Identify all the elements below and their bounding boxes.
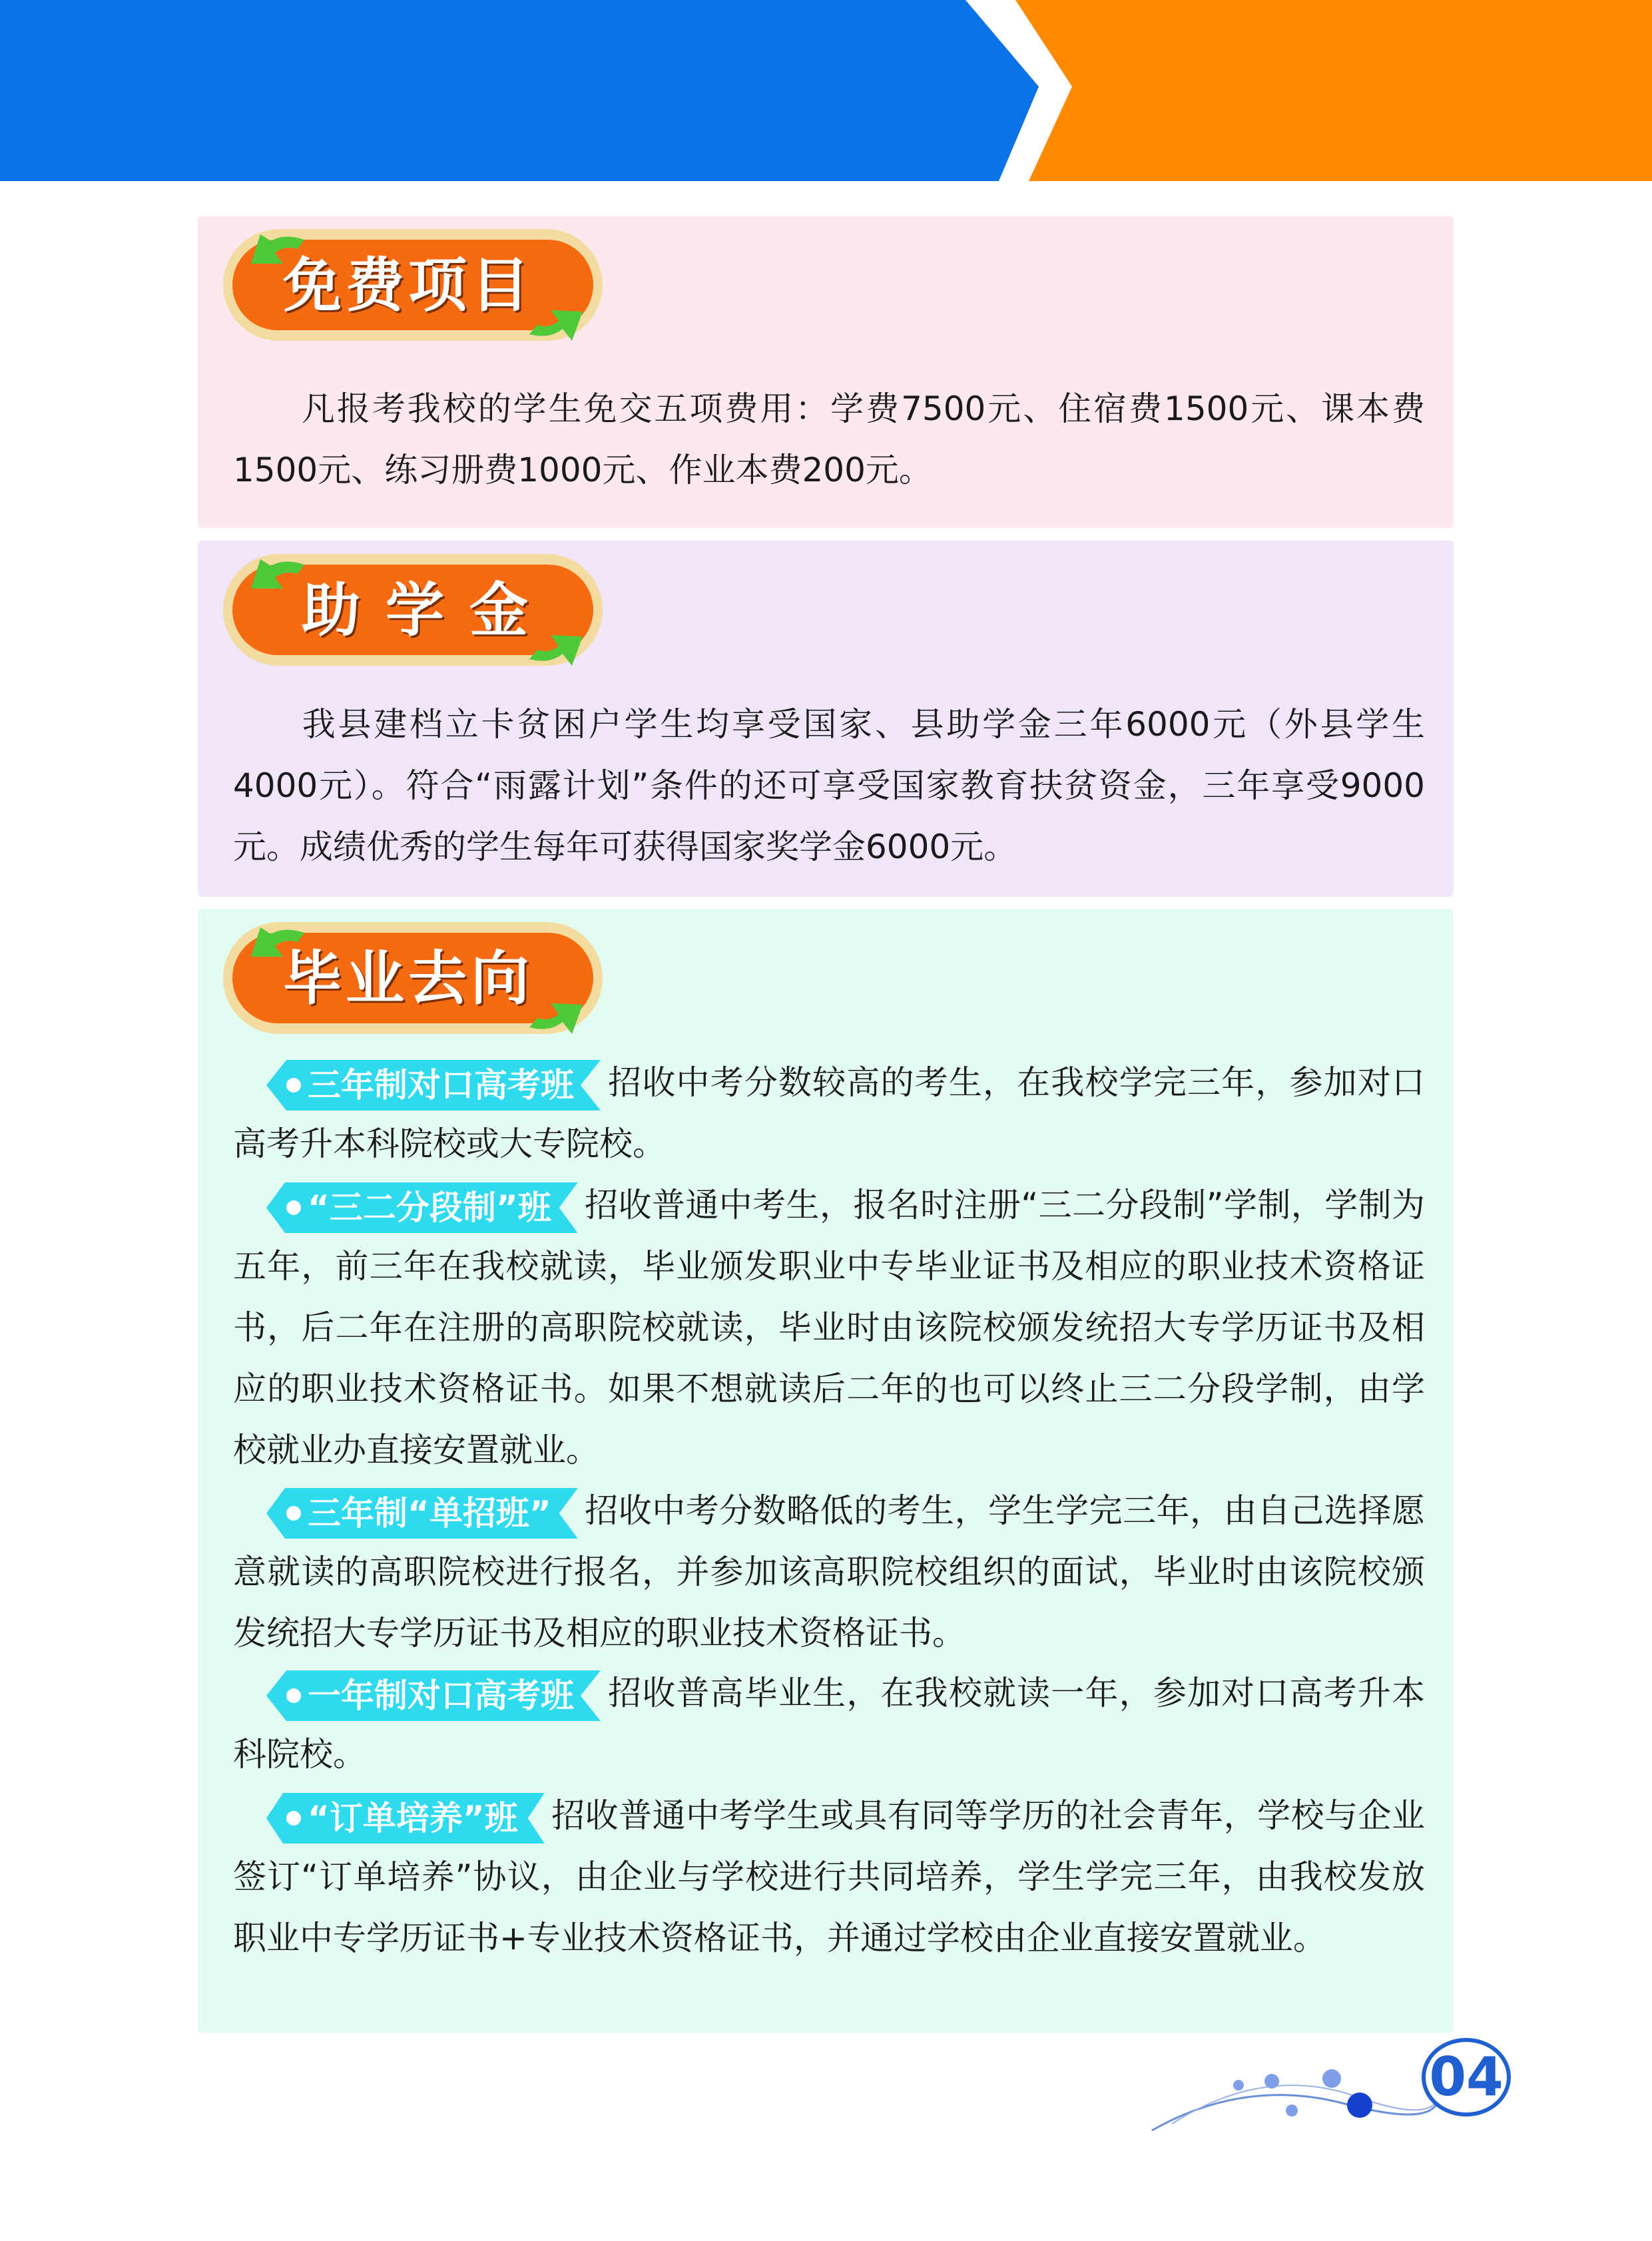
decorative-wave-icon [1145,2051,1438,2137]
page-number-badge [1420,2037,1513,2117]
graduation-item: 三年制对口高考班 招收中考分数较高的考生，在我校学完三年，参加对口高考升本科院校或大专院校。 [233,1052,1425,1174]
graduation-item: 一年制对口高考班 招收普高毕业生，在我校就读一年，参加对口高考升本科院校。 [233,1662,1425,1785]
grant-text: 我县建档立卡贫困户学生均享受国家、县助学金三年6000元（外县学生4000元）。符合“雨露计划”条件的还可享受国家教育扶贫资金，三年享受9000元。成绩优秀的学生每年可获得国家奖学金6000元。 [233,705,1425,866]
free-items-text: 凡报考我校的学生免交五项费用：学费7500元、住宿费1500元、课本费1500元、练习册费1000元、作业本费200元。 [233,389,1425,489]
graduation-item: “三二分段制”班 招收普通中考生，报名时注册“三二分段制”学制，学制为五年，前三年在我校就读，毕业颁发职业中专毕业证书及相应的职业技术资格证书，后二年在注册的高职院校就读，毕业时由该院校颁发统招大专学历证书及相应的职业技术资格证书。如果不想就读后二年的也可以终止三二分段学制，由学校就业办直接安置就业。 [233,1174,1425,1481]
class-tag: “三二分段制”班 [266,1182,578,1233]
class-tag: 三年制对口高考班 [266,1060,601,1111]
graduation-title-badge [223,921,606,1035]
class-tag: “订单培养”班 [266,1793,545,1844]
class-tag: 一年制对口高考班 [266,1670,601,1721]
grant-title: 助学金 [302,575,554,644]
free-items-title-badge [223,228,606,342]
page-number: 04 [1429,2046,1504,2108]
grant-title-badge [223,553,606,667]
graduation-item: 三年制“单招班” 招收中考分数略低的考生，学生学完三年，由自己选择愿意就读的高职院校进行报名，并参加该高职院校组织的面试，毕业时由该院校颁发统招大专学历证书及相应的职业技术资格证书。 [233,1480,1425,1664]
header-banner [0,0,1652,181]
free-items-title: 免费项目 [283,250,534,320]
graduation-title: 毕业去向 [283,943,534,1013]
graduation-item: “订单培养”班 招收普通中考学生或具有同等学历的社会青年，学校与企业签订“订单培养”协议，由企业与学校进行共同培养，学生学完三年，由我校发放职业中专学历证书+专业技术资格证书，并通过学校由企业直接安置就业。 [233,1785,1425,1969]
class-tag: 三年制“单招班” [266,1488,578,1539]
